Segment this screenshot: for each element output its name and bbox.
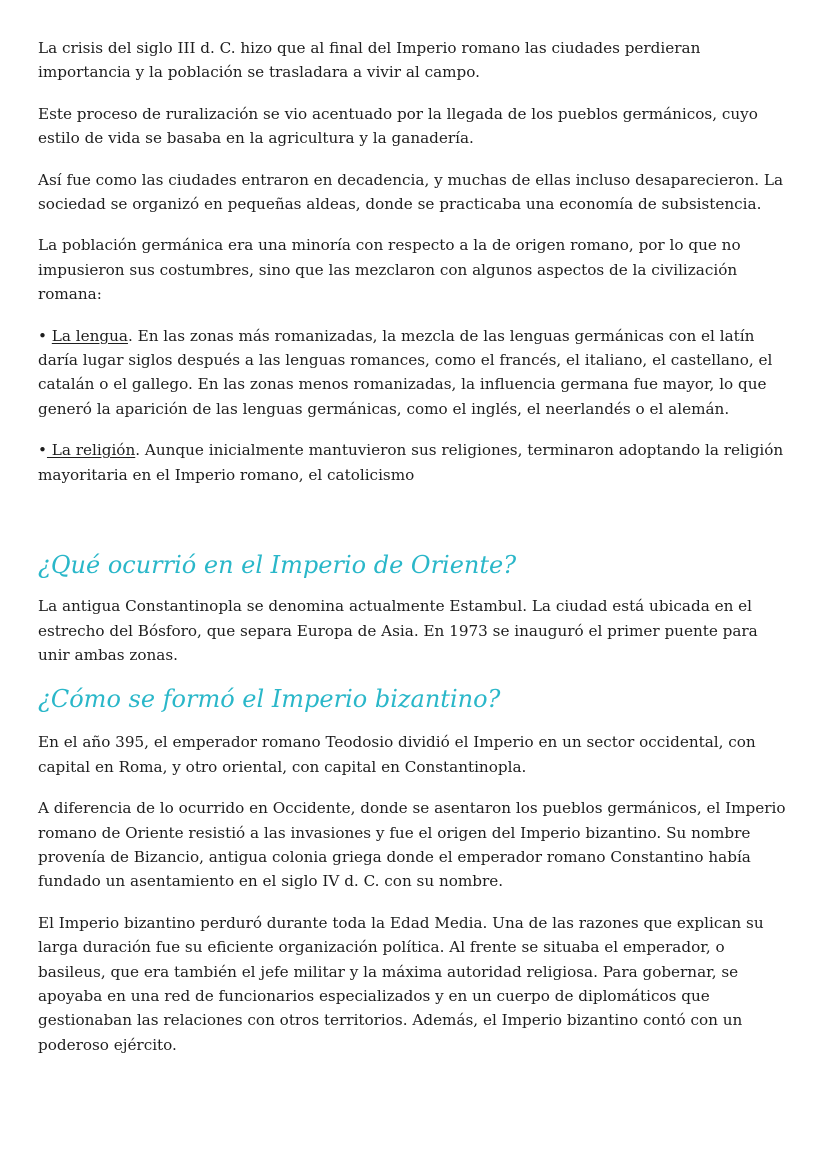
paragraph-teodosio: En el año 395, el emperador romano Teodosio dividió el Imperio en un sector occidental, con capital en Roma, y otro oriental, con capital en Constantinopla. (38, 733, 756, 776)
paragraph-ruralizacion: Este proceso de ruralización se vio acentuado por la llegada de los pueblos germánicos, cuyo estilo de vida se basaba en la agricultura y la ganadería. (38, 104, 758, 148)
paragraph-poblacion-germanica: La población germánica era una minoría con respecto a la de origen romano, por lo que no impusieron sus costumbres, sino que las mezclaron con algunos aspectos de la civilización romana: (38, 236, 741, 304)
paragraph-occidente: A diferencia de lo ocurrido en Occidente, donde se asentaron los pueblos germánicos, el Imperio romano de Oriente resistió a las invasiones y fue el origen del Imperio bizantino. Su nombre provenía de Bizancio, antigua colonia griega donde el emperador romano Constantino había fundado un asentamiento en el siglo IV d. C. con su nombre. (38, 799, 786, 891)
paragraph-decadencia: Así fue como las ciudades entraron en decadencia, y muchas de ellas incluso desaparecieron. La sociedad se organizó en pequeñas aldeas, donde se practicaba una economía de subsistencia. (38, 170, 784, 214)
bullet-term-lengua: La lengua (51, 326, 128, 345)
bullet-marker: • (38, 326, 52, 345)
paragraph-crisis: La crisis del siglo III d. C. hizo que al final del Imperio romano las ciudades perdieran importancia y la población se trasladara a vivir al campo. (38, 39, 701, 82)
bullet-text-lengua: . En las zonas más romanizadas, la mezcla de las lenguas germánicas con el latín daría lugar siglos después a las lenguas romances, como el francés, el italiano, el castellano, el catalán o el gallego. En las zonas menos romanizadas, la influencia germana fue mayor, lo que generó la aparición de las lenguas germánicas, como el inglés, el neerlandés o el alemán. (38, 326, 773, 418)
bullet-religion (38, 438, 794, 487)
paragraph-constantinopla: La antigua Constantinopla se denomina actualmente Estambul. La ciudad está ubicada en el estrecho del Bósforo, que separa Europa de Asia. En 1973 se inauguró el primer puente para unir ambas zonas. (38, 597, 758, 664)
heading-imperio-oriente: ¿Qué ocurrió en el Imperio de Oriente? (38, 551, 517, 580)
heading-imperio-bizantino: ¿Cómo se formó el Imperio bizantino? (38, 685, 501, 714)
paragraph-edad-media: El Imperio bizantino perduró durante toda la Edad Media. Una de las razones que explican su larga duración fue su eficiente organización política. Al frente se situaba el emperador, o basileus, que era también el jefe militar y la máxima autoridad religiosa. Para gobernar, se apoyaba en una red de funcionarios especializados y en un cuerpo de diplomáticos que gestionaban las relaciones con otros territorios. Además, el Imperio bizantino contó con un poderoso ejército. (38, 913, 764, 1054)
bullet-term-religion: La religión (46, 441, 136, 460)
bullet-lengua (38, 324, 794, 422)
document-page (38, 36, 794, 1057)
bullet-marker: • (38, 441, 47, 460)
bullet-text-religion: . Aunque inicialmente mantuvieron sus religiones, terminaron adoptando la religión mayoritaria en el Imperio romano, el catolicismo (38, 441, 784, 484)
